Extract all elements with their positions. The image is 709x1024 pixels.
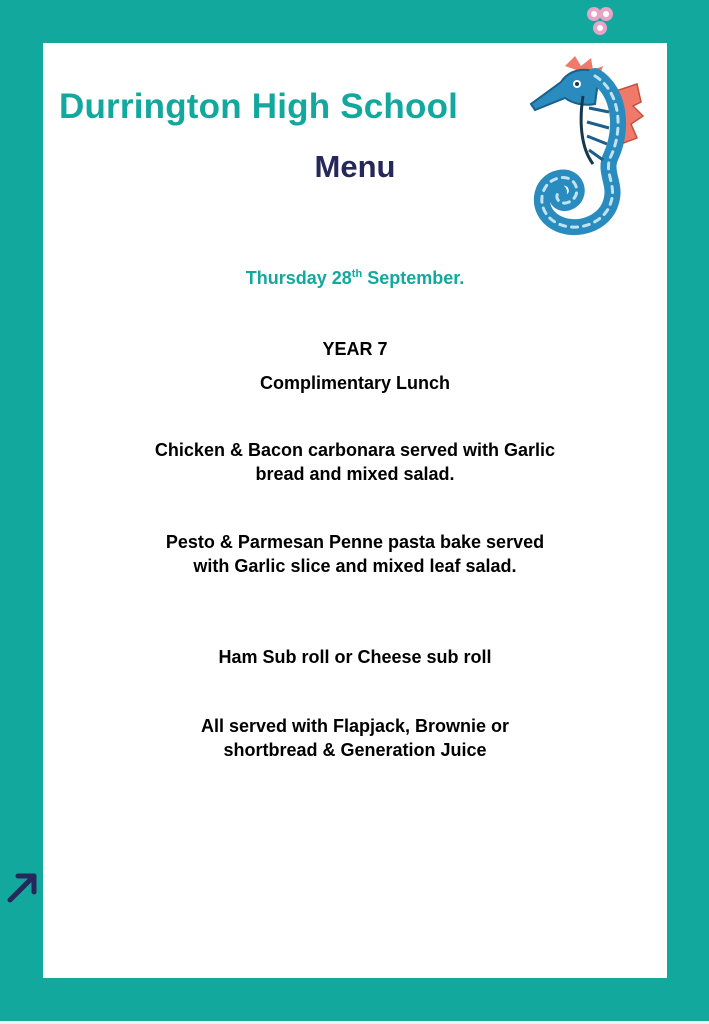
date-ordinal: th bbox=[351, 268, 363, 280]
date-month: September. bbox=[362, 268, 465, 288]
school-name: Durrington High School bbox=[59, 87, 459, 126]
seahorse-icon bbox=[525, 52, 650, 242]
menu-item-pasta-bake: Pesto & Parmesan Penne pasta bake served with Garlic slice and mixed leaf salad. bbox=[165, 532, 545, 576]
menu-date bbox=[43, 268, 667, 289]
menu-title: Menu bbox=[314, 149, 396, 184]
lunch-subtitle: Complimentary Lunch bbox=[259, 373, 451, 393]
flower-icon bbox=[578, 0, 622, 44]
menu-item-sub-rolls: Ham Sub roll or Cheese sub roll bbox=[218, 647, 492, 667]
arrow-up-right-icon bbox=[6, 870, 40, 904]
year-heading: YEAR 7 bbox=[322, 339, 388, 359]
date-day: Thursday 28 bbox=[245, 268, 352, 288]
menu-item-desserts: All served with Flapjack, Brownie or shortbread & Generation Juice bbox=[200, 716, 510, 760]
menu-item-carbonara: Chicken & Bacon carbonara served with Garlic bread and mixed salad. bbox=[154, 440, 556, 484]
